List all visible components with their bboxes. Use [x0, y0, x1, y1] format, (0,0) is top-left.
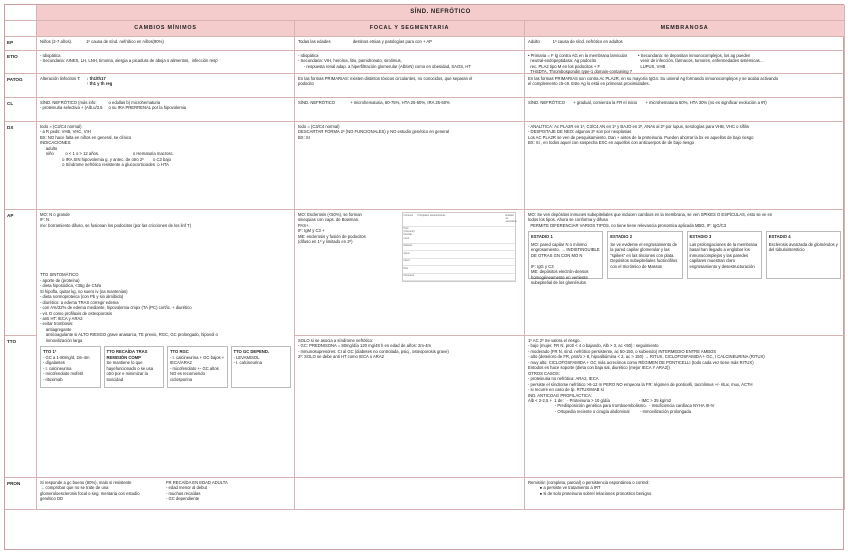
dx-fs-line: DESCARTAR FORMA 2º (NO FUNCIONALES) y NO estudio genético en general: [298, 129, 450, 135]
stage-3: [687, 231, 762, 279]
column-header-membranosa: MEMBRANOSA: [525, 21, 845, 37]
etio-mb-line: THSDTA, Thrombospondin type-1 domain-containing 7: [528, 69, 633, 75]
etio-mb-line: venir de infección, fármacos, tumores, enfermedades sistémicas…: [638, 58, 764, 64]
ap-cambios-minimos: [37, 210, 295, 478]
tto-cm-line: - con A%/32% de edema mediante, hipovolemia cmpx (TA (PC) cort/ic. + diurético: [40, 305, 192, 311]
dx-cm-line: BX: NO hace falta en niños en general, se clínico: [40, 134, 132, 140]
ep-membranosa: [525, 37, 845, 51]
tto-mb-line: - alto (deterioro de FR, prot/o > 8, hipoalbúmina < 2, ac > 150) → RITUX, CICLOFOSFAMIDA + GC, I CALCINEURINA (RITUX): [528, 354, 765, 360]
cl-cm-line: - proteinuria selectiva + (Alb.u/3.5: [40, 105, 103, 111]
tto-box-title: TTO RGC: [170, 349, 189, 355]
stage-title: ESTADIO 4: [768, 234, 791, 240]
ap-fs-text: [298, 212, 398, 282]
dx-cm-line: - a R peds: VHB, VHC, VIH: [40, 129, 91, 135]
cl-cm-line: o su IRA PRERRENAL por la hipovolemia: [108, 105, 187, 111]
column-header-cambios-minimos: CAMBIOS MÍNIMOS: [37, 21, 295, 37]
patog-cm-line: ↓ th1/th17: [86, 76, 106, 81]
tto-mb-line: - bajo (mujer, FR N, prot/ < 4 o bajando, Alb > 3, ac <50) : seguimiento: [528, 343, 659, 349]
tto-cm-line: Si hipofla, quitar kg, no suero iv (na mantenias): [40, 288, 128, 294]
stage-1: [528, 231, 603, 285]
dx-fs-line: todo = (C3/C4 normal): [298, 124, 340, 129]
corner-empty-2: [5, 21, 37, 37]
tto-cm-line: - dieta normoproteica (con Pb y sin almíbido): [40, 294, 124, 300]
ap-fs-line: (difuso en 1º y limitado en 2º): [298, 239, 353, 245]
stage-2: [607, 231, 682, 279]
mini-table-cell: Infecc: [403, 259, 417, 266]
patog-membranosa: [525, 74, 845, 98]
etio-mb-line: • Primaria = F lg contra AG en la membrana larvicular: [528, 53, 628, 58]
mini-table-cell: Aptos: [403, 251, 417, 258]
patog-cm-left: [40, 76, 80, 95]
cl-cm-left: [40, 100, 103, 119]
ep-fs-line: Todas las edades destinos etnias y patologías para con + AP: [298, 39, 432, 44]
patog-mb-line: En las formas PRIMARIAS son contra Ac PLA2R, en su mayoría IgG4. Su unieral Ag formando inmunocomplejos y se acaba activando: [528, 76, 779, 81]
dx-cm-line: adulto: [40, 145, 58, 151]
tto-cm-line: - aporte de (proteína): [40, 277, 80, 283]
etio-mb-secundaria: [638, 53, 764, 71]
tto-focal: [295, 336, 525, 478]
pron-mb-line: ● si de solo proteinuria sobrel relaciones pronostico benigno: [528, 490, 652, 496]
cl-cm-right: [109, 100, 187, 119]
row-label-ep: EP: [5, 37, 37, 51]
tto-fs-line: - Inmunosupresores: CI al GC (diabetes no controlada, psiq., osteoporosis grave): [298, 348, 449, 354]
patog-cambios-minimos: [37, 74, 295, 98]
dx-cm-line: INDICACIONES:: [40, 140, 72, 146]
pron-cm-right: [166, 480, 228, 507]
row-label-pron: PRON: [5, 478, 37, 510]
pron-membranosa: [525, 478, 845, 510]
patog-cm-line: Alteración linfocitos T:: [40, 76, 81, 81]
tto-cm-title: TTO SINTOMÁTICO: [40, 272, 79, 278]
pron-mb-line: ● a persiste ve tratamiento a IRT: [528, 485, 601, 491]
tto-fs-line: SOLO si se asocia a síndrome nefrótico:: [298, 338, 374, 343]
tto-box-1a: [40, 346, 101, 388]
tto-mb-line: - persiste el síndrome nefrótico >6-12 m PERO NO empeora la FR: régimen de ponticelli, tacrolimus +/- ritux, mux, ACTH: [528, 381, 753, 387]
etio-mb-line: neutral-endopeptidasa: Ag podocito: [528, 58, 597, 64]
tto-box-line: - GC a 1-80mg/d, 2m-4m: [43, 354, 90, 360]
tto-box-title: TTO GC DEPEND.: [233, 349, 270, 355]
ap-fs-line: MO: Esclerosis (<50%), se forman: [298, 212, 362, 217]
ap-cm-line: IF: N: [40, 217, 50, 223]
pron-cm-line: - GC dependiente: [166, 496, 200, 502]
tto-box-line: - I. calcineurina + GC bajos + IECA/ARA2: [170, 354, 225, 366]
corner-empty: [5, 5, 37, 21]
tto-box-title: TTO RECAÍDA TRAS REMISIÓN COMP: [106, 349, 148, 360]
tto-mb-line: - moderado (FR N, sínd. nefrótico persistente, ac 50-150, o subiendo) INTERMEDIO ENTRE AMBOS: [528, 348, 717, 354]
embedded-table-image: [402, 212, 516, 282]
tto-cm-line: anticoagulante si ALTO RIESGO grave anasarca, TE previo, RGC, GC prolongado, hipovol o: [40, 332, 218, 338]
tto-cm-line: - evitar trombosis:: [40, 321, 74, 327]
tto-mb-line: Entodos es hace soporte (dieta con baja sal, diurético (mejor IECA Y ARA2)): [528, 365, 670, 371]
tto-mb-line: OTROS CASOS:: [528, 370, 560, 376]
stage-title: ESTADIO 1: [531, 234, 553, 240]
ap-mb-line: PERMITE DIFERENCIAR VARIOS TIPOS, no tiene tiene relevancia pronostica aplicada MBG, IF: IgG/C3: [528, 222, 727, 228]
row-label-patog: PATOG: [5, 74, 37, 98]
dx-mb-line: - DESPISTAJE DE NEO: algunos 2º son por neoplasias: [528, 129, 632, 135]
etio-mb-primaria: [528, 53, 633, 75]
mini-table-header: Entidad de asociación: [505, 213, 515, 227]
tto-cm-line: - anti HT: IECA y ARA2: [40, 315, 83, 321]
tto-box-line: - I. calcineurina: [43, 365, 72, 371]
tto-cm-boxes: [40, 346, 291, 388]
etio-fs-line: - respuesta renal adap. a hiperfiltración glomerular (Alb/xN) como en obesidad, SAOS, HT: [298, 63, 471, 69]
tto-fs-line: 2º: SOLO se debe anti HT como IECA o ARA2: [298, 354, 384, 360]
mini-table-header: Principales características: [417, 213, 505, 227]
tto-box-line: Se mantiene lo que hayefuncionado o se usa otro por e minimizar la toxicidad: [106, 360, 154, 382]
cl-mb-line: SÍND. NEFRÓTICO + gradual, comienza la FR el inicio + microhematuria 50%, HTA 30% (no es significar evolución a IR): [528, 100, 767, 105]
etio-cm-line: - Secundaria: AINES, LH, LNH, timoma, alergia a picadura de abeja o alimentos, infección resp: [40, 58, 218, 64]
tto-box-line: NO es recomiendo ciclosporina: [170, 371, 205, 382]
mini-table-cell: Fármacos: [403, 274, 417, 281]
row-label-etio: ETIO: [5, 51, 37, 74]
pron-cm-line: → comprobar que no se trate de una: [40, 485, 109, 491]
tto-box-recaida: [104, 346, 165, 388]
mini-table-header: Contexto: [403, 213, 417, 227]
etio-membranosa: [525, 51, 845, 74]
pron-cm-line: - muchas recaídas: [166, 490, 201, 496]
tto-mb-line: - Predisposición genética para tromboembolismo. - Insuficiencia cardíaca NYHA III-IV: [528, 403, 715, 409]
tto-mb-line: - proteinuria no nefrótica: ARA2, IECA: [528, 376, 599, 382]
ap-mb-line: todos los tipos. Ahora se conforma y difusa: [528, 217, 608, 223]
pron-cm-line: FR RECAÍDA EN EDAD ADULTA: [166, 480, 228, 485]
dx-cm-line: o IRA SIN hipovolemia g. y antec. de otro 2º o C3 bajo: [40, 156, 171, 162]
tto-box-title: TTO 1ª: [43, 349, 57, 355]
nephrotic-syndrome-table: [4, 4, 844, 550]
pron-focal: [295, 478, 525, 510]
ep-cm-line: Niños (2-7 años). 1º causa de sínd. nefrótico en niños(90%): [40, 39, 164, 44]
tto-mb-line: - Ortopedia reciente o cirugía abdominal - Inmovilización prolongada: [528, 408, 691, 414]
etio-fs-line: - Idiopática: [298, 53, 319, 58]
pron-mb-line: Remisión (completa, parcial) o persistencia espontánea o control:: [528, 480, 650, 485]
ap-fs-line: PAS+.: [298, 222, 310, 228]
ep-cambios-minimos: [37, 37, 295, 51]
dx-cm-line: todo = (C3/C4 normal): [40, 124, 82, 129]
page-title: SÍND. NEFRÓTICO: [37, 5, 845, 21]
etio-mb-line: LUPUS, VHB: [638, 63, 666, 69]
tto-box-rgc: [167, 346, 228, 388]
stage-4: [766, 231, 841, 279]
dx-membranosa: [525, 122, 845, 210]
pron-cm-line: - edad menor al debut: [166, 485, 207, 491]
pron-cm-line: glomeruloesclerosis focal o seg. mentaria con estudio: [40, 490, 140, 496]
pron-cm-line: Si responde a gc bueno (80%), malo si resistente: [40, 480, 132, 485]
stage-title: ESTADIO 2: [610, 234, 633, 240]
stage-title: ESTADIO 3: [689, 234, 712, 240]
tto-box-gc-depend: [231, 346, 292, 388]
tto-box-line: - dígalantes: [43, 360, 65, 366]
tto-membranosa: [525, 336, 845, 478]
etio-focal: [295, 51, 525, 74]
pron-cm-left: [40, 480, 160, 507]
tto-cm-line: - vit. D como profilaxis de osteoporosis: [40, 310, 112, 316]
dx-fs-line: BX: SI: [298, 134, 310, 140]
tto-mb-line: - si recurre en caso de tp. RITUXIMAB sí: [528, 387, 604, 393]
tto-fs-line: - GC: PREDNISONA = 80mg/día 120 mg/48 h en edad de años: 2m-4m: [298, 343, 432, 349]
ap-focal: [295, 210, 525, 336]
cl-membranosa: [525, 98, 845, 122]
stage-text: Esclerosis avanzada de glomérulos y del túbulointersticio: [768, 241, 840, 253]
dx-mb-line: - ANALÍTICA: Ac PLA2R en 1º, C3/C4 AN en 1º y BAJO en 2º, ANAs al 2º por lupus, serologías para VHB, VHC o sífilis: [528, 124, 749, 129]
patog-cm-mid: [86, 76, 112, 95]
ap-cm-line: me: borramiento difuso, se fusionan los podocitos (por las cricciones de los linf T): [40, 222, 191, 228]
ap-fs-line: sinequias con caps. de Bowman.: [298, 217, 360, 223]
ap-membranosa: [525, 210, 845, 336]
patog-mb-line: el complemento c5-c9. Este Ag lo está en primeras proximidades.: [528, 81, 650, 87]
etio-mb-line: rec. PLA2 tipo M en los podocitos + F: [528, 63, 601, 69]
tto-cm-line: - dieta hiposódica, <35g de CN/a: [40, 283, 102, 289]
ap-fs-line: IF: IgM y C3 +: [298, 228, 325, 234]
patog-focal: [295, 74, 525, 98]
column-header-focal-segmentaria: FOCAL Y SEGMENTARIA: [295, 21, 525, 37]
dx-cambios-minimos: [37, 122, 295, 210]
mini-table-cell: Diabetic: [403, 244, 417, 251]
mini-table-cell: Poor (Inherent) / Familial - uncut: [403, 227, 417, 244]
tto-box-line: - rituximab: [43, 376, 63, 382]
row-label-dx: DX: [5, 122, 37, 210]
stage-text: MO: pared capilar N o mínimo engrosamiento. → INDISTINGUIBLE DE OTRAS GN CON MO N IF: IgG y C3 ME: depósitos electrón-densos homogéneamente en vertiente subepitelial de los glomérulos: [531, 241, 600, 285]
dx-focal: [295, 122, 525, 210]
ep-mb-line: Adulto 1º causa de sínd. nefrótico en adultos: [528, 39, 623, 44]
ap-mb-line: MO: Se ven depósitos inmunes subepiteliales que inducen cambios en la membrana, se ven SPIKES O ESPÍCULAS, esto se ve en: [528, 212, 773, 217]
cl-fs-line: SÍND. NEFRÓTICO + microhematuria, 60-75%, HTA 25-50%, IRA 25-50%: [298, 100, 450, 105]
dx-mb-line: Los AC PLA2R se ven de pesquisamiento. Dan + antes de la proteinuria. Pueden ahorrar la bx en aquellos de bajo riesgo: [528, 134, 754, 140]
patog-fs-line: En las formas PRIMARIAS: existen distintos tóxicos circulantes, no conocidos, que separan el: [298, 76, 473, 81]
tto-box-line: - I. calcineurina: [233, 360, 262, 366]
dx-cm-line: niño o < 1 o > 12 años. o Hematuria macrosc.: [40, 151, 174, 157]
cl-cm-line: o edullas b) microhematuria: [108, 100, 161, 105]
etio-cm-line: - Idiopática: [40, 53, 61, 58]
tto-cm-line: inmovilización larga: [40, 337, 83, 343]
ap-cm-line: MO: N o grande: [40, 212, 70, 217]
patog-fs-line: podocito: [298, 81, 314, 87]
etio-fs-line: - Secundaria: VIH, heroína, litio, pamidronato, sirolimus,: [298, 58, 402, 64]
tto-mb-line: - muy alto: CICLOFOSFAMIDA + GC más acrecimos como RÉGIMEN DE PONTICELLI (todo cada vez tiene más RITUX): [528, 359, 754, 365]
row-label-tto: TTO: [5, 336, 37, 478]
patog-cm-line: ↑ th1 y th reg: [86, 81, 113, 87]
membranosa-stages: [528, 231, 841, 285]
tto-mb-line: Alb < 2-2,5 + 1 de: - Proteinuria > 10 g/día - IMC > 35 kg/m2: [528, 397, 672, 403]
tto-box-line: - micofenolato +- GC altos: [170, 365, 219, 371]
pron-cm-line: genético DD: [40, 496, 64, 502]
stage-text: Se ve evidente el engrosamiento de la pared capilar glomerular y las "spikes" en las tinciones con plata. Depósitos subepiteliales fucsinófilos con el tricrómico de Masson: [610, 241, 678, 269]
ep-focal: [295, 37, 525, 51]
tto-cm-line: - diurético: a edema TRAS corregir edema: [40, 299, 119, 305]
mini-table-cell: Disc: [403, 266, 417, 273]
dx-cm-line: o Síndrome nefrótico resistente a glucocorticoides o HTA: [40, 162, 169, 168]
tto-cm-line: antiagregante: [40, 326, 72, 332]
tto-box-line: - micofenolato mofetil: [43, 371, 83, 377]
ap-fs-line: ME: esclerosis y fusión de podocitos: [298, 233, 366, 239]
tto-mb-line: 1º AC 2º Se valora el riesgo.: [528, 338, 581, 343]
cl-cambios-minimos: [37, 98, 295, 122]
cl-cm-line: SÍND. NEFRÓTICO (más info:: [40, 100, 97, 105]
cl-focal: [295, 98, 525, 122]
stage-text: Las prolongaciones de la membrana basal han llegado a englobar los inmunocomplejos y las paredes capilares muestran claro engrosamiento y desestructuración: [689, 241, 759, 269]
tto-mb-line: IND. ANTICOAG PROFILÁCTICA:: [528, 392, 592, 398]
pron-cambios-minimos: [37, 478, 295, 510]
etio-mb-line: • Secundaria: se depositan inmunocomplejos, los ag pueden: [638, 53, 751, 58]
row-label-ap: AP: [5, 210, 37, 336]
dx-mb-line: BX: Si , en todos aquel con sospecha EXC en aquellos con anticuerpos de de bajo riesgo: [528, 140, 694, 146]
etio-cambios-minimos: [37, 51, 295, 74]
tto-box-line: - LEVAMISOL: [233, 354, 260, 360]
row-label-cl: CL: [5, 98, 37, 122]
